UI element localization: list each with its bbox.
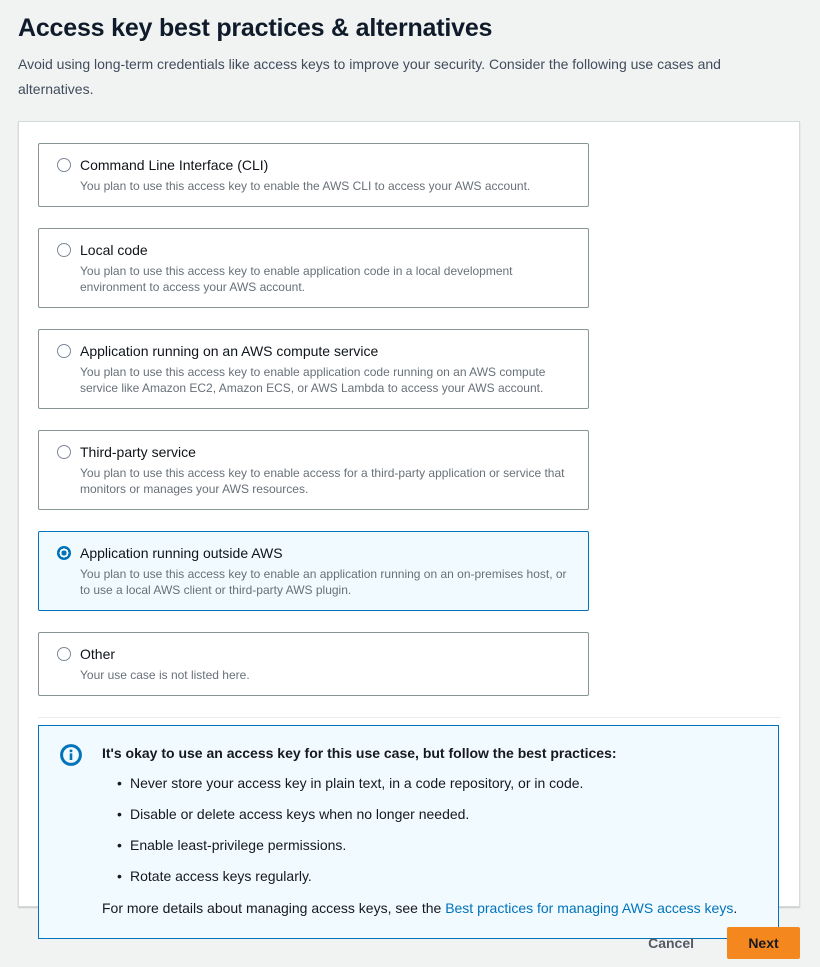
page-header — [0, 0, 820, 102]
radio-button[interactable] — [57, 243, 71, 257]
alert-heading: It's okay to use an access key for this use case, but follow the best practices: — [102, 745, 617, 761]
option-cli[interactable] — [38, 143, 589, 207]
option-label: Other — [80, 646, 116, 662]
radio-button[interactable] — [57, 445, 71, 459]
best-practices-list — [102, 774, 758, 885]
page-title: Access key best practices & alternatives — [18, 14, 493, 42]
list-item: • Disable or delete access keys when no longer needed. — [117, 805, 758, 823]
next-button[interactable]: Next — [727, 927, 800, 959]
option-description: You plan to use this access key to enable the AWS CLI to access your AWS account. — [80, 179, 531, 193]
list-item: • Rotate access keys regularly. — [117, 867, 758, 885]
list-item: • Enable least-privilege permissions. — [117, 836, 758, 854]
radio-button[interactable] — [57, 158, 71, 172]
option-application-outside-aws[interactable] — [38, 531, 589, 611]
option-other[interactable] — [38, 632, 589, 696]
option-description: You plan to use this access key to enable access for a third-party application or service that monitors or manages your AWS resources. — [80, 466, 565, 496]
cancel-button[interactable]: Cancel — [644, 929, 698, 957]
use-case-card — [18, 121, 800, 916]
best-practices-link[interactable]: Best practices for managing AWS access keys — [445, 900, 734, 916]
option-label: Third-party service — [80, 444, 196, 460]
option-label: Application running outside AWS — [80, 545, 283, 561]
option-third-party-service[interactable] — [38, 430, 589, 510]
info-icon — [59, 754, 83, 771]
option-description: You plan to use this access key to enable application code in a local development environment to access your AWS account. — [80, 264, 513, 294]
alert-footer-text: For more details about managing access keys, see the — [102, 900, 446, 916]
radio-button[interactable] — [57, 647, 71, 661]
info-alert — [38, 725, 779, 939]
option-description: You plan to use this access key to enable an application running on an on-premises host, or to use a local AWS client or third-party AWS plugin. — [80, 567, 567, 597]
option-label: Application running on an AWS compute service — [80, 343, 379, 359]
option-description: Your use case is not listed here. — [80, 668, 250, 682]
list-item: • Never store your access key in plain text, in a code repository, or in code. — [117, 774, 758, 792]
alert-footer-period: . — [733, 900, 738, 916]
option-aws-compute-service[interactable] — [38, 329, 589, 409]
option-local-code[interactable] — [38, 228, 589, 308]
radio-button-selected[interactable] — [57, 546, 71, 560]
alert-footer — [102, 898, 758, 918]
option-label: Local code — [80, 242, 148, 258]
radio-button[interactable] — [57, 344, 71, 358]
option-description: You plan to use this access key to enable application code running on an AWS compute service like Amazon EC2, Amazon ECS, or AWS Lambda to access your AWS account. — [80, 365, 546, 395]
wizard-actions — [0, 927, 800, 959]
option-label: Command Line Interface (CLI) — [80, 157, 269, 173]
page-subtitle: Avoid using long-term credentials like access keys to improve your security. Consider the following use cases and alternatives. — [18, 56, 721, 97]
section-divider — [38, 717, 781, 718]
